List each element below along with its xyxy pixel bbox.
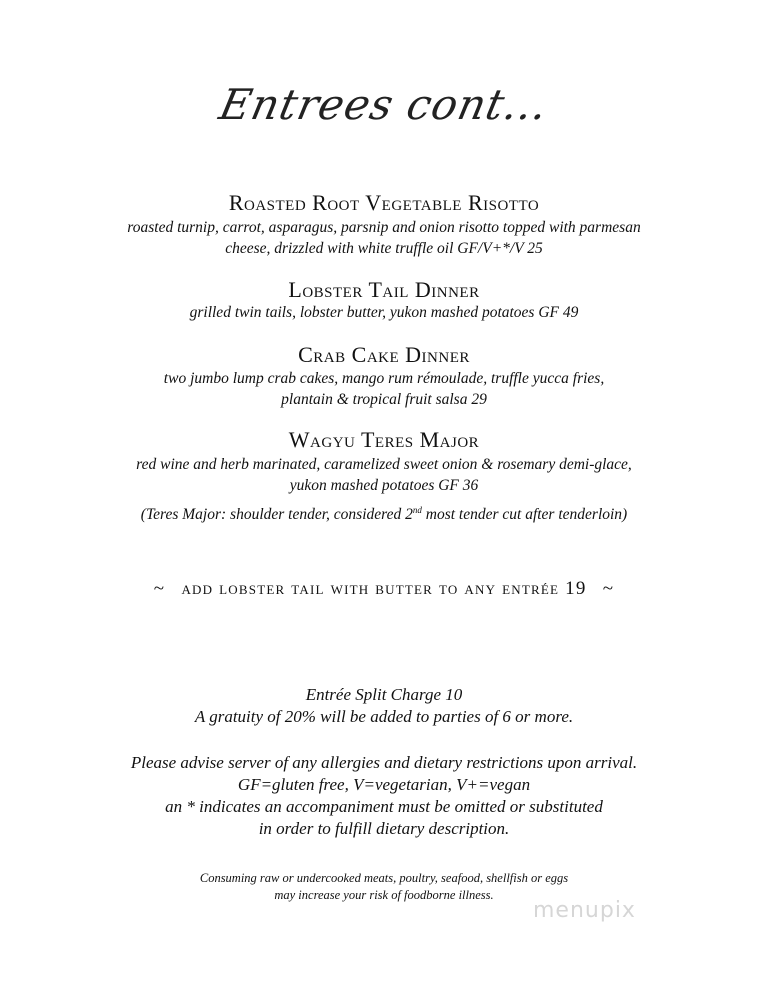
disclaimer-line1: Consuming raw or undercooked meats, poultry, seafood, shellfish or eggs <box>199 871 569 885</box>
dietary-legend: GF=gluten free, V=vegetarian, V+=vegan <box>237 775 531 794</box>
dish-desc-wagyu-line1: red wine and herb marinated, caramelized sweet onion & rosemary demi-glace, <box>136 456 632 473</box>
dish-desc-crab-cake-line2: plantain & tropical fruit salsa 29 <box>281 391 487 408</box>
dish-desc-crab-cake-line1: two jumbo lump crab cakes, mango rum rémoulade, truffle yucca fries, <box>163 370 605 387</box>
disclaimer-line2: may increase your risk of foodborne illness. <box>274 888 494 902</box>
food-safety-disclaimer <box>0 870 768 904</box>
dish-desc-wagyu-line2: yukon mashed potatoes GF 36 <box>289 477 479 494</box>
teres-major-note: (Teres Major: shoulder tender, considered 2nd most tender cut after tenderloin) <box>140 505 628 524</box>
dish-name-lobster: Lobster Tail Dinner <box>288 277 480 302</box>
tilde-left: ~ <box>153 578 166 599</box>
tilde-right: ~ <box>602 578 615 599</box>
allergy-note: Please advise server of any allergies and dietary restrictions upon arrival. <box>130 753 638 772</box>
addon-lobster-tail <box>0 578 768 600</box>
dish-name-crab-cake: Crab Cake Dinner <box>298 342 470 367</box>
split-charge: Entrée Split Charge 10 <box>305 685 463 704</box>
addon-text: add lobster tail with butter to any entrée 19 <box>181 578 587 599</box>
dish-desc-risotto-line1: roasted turnip, carrot, asparagus, parsnip and onion risotto topped with parmesan <box>127 219 641 236</box>
watermark-logo: menupix <box>533 898 636 923</box>
page-title: Entrees cont... <box>215 80 553 129</box>
dish-name-wagyu: Wagyu Teres Major <box>288 427 480 452</box>
asterisk-note-line1: an * indicates an accompaniment must be omitted or substituted <box>165 797 603 816</box>
dish-name-risotto: Roasted Root Vegetable Risotto <box>228 190 540 215</box>
dish-desc-risotto-line2: cheese, drizzled with white truffle oil GF/V+*/V 25 <box>225 240 543 257</box>
dish-desc-lobster: grilled twin tails, lobster butter, yukon mashed potatoes GF 49 <box>189 304 579 321</box>
gratuity-note: A gratuity of 20% will be added to parties of 6 or more. <box>194 707 574 726</box>
asterisk-note-line2: in order to fulfill dietary description. <box>258 819 510 838</box>
